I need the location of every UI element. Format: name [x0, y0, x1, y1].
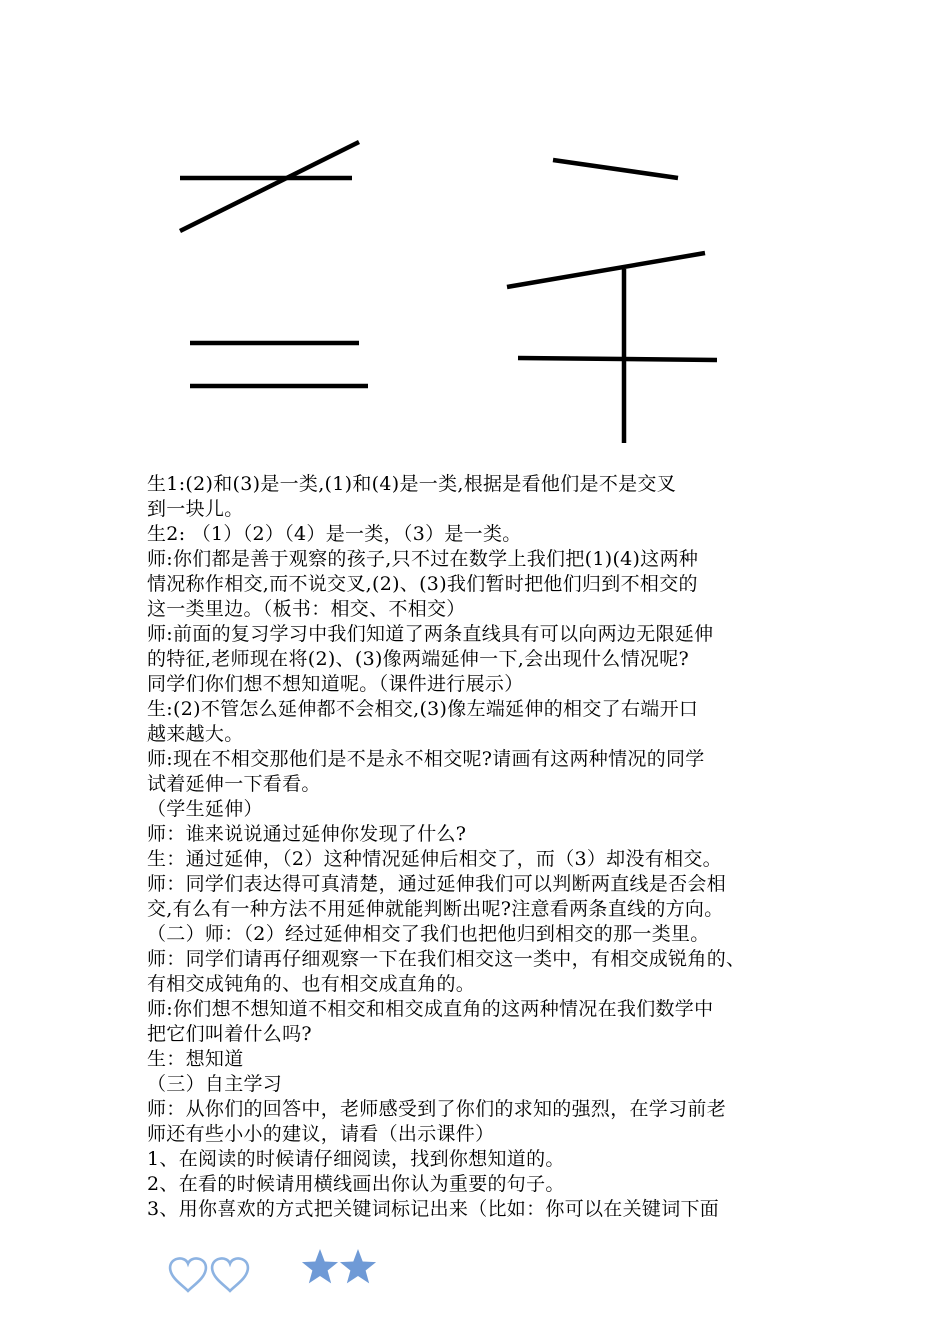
text-line: 有相交成钝角的、也有相交成直角的。	[147, 973, 476, 995]
pair-3-opening	[507, 160, 705, 287]
heart-outline-icon	[170, 1258, 206, 1290]
text-line: 越来越大。	[147, 723, 244, 745]
lines-figure	[0, 0, 950, 460]
text-line: 同学们你们想不想知道呢。（课件进行展示）	[147, 673, 524, 695]
text-line: 的特征,老师现在将(2)、(3)像两端延伸一下,会出现什么情况呢?	[147, 648, 689, 670]
text-line: 师：从你们的回答中，老师感受到了你们的求知的强烈，在学习前老	[147, 1098, 727, 1120]
text-line: 师：同学们请再仔细观察一下在我们相交这一类中，有相交成锐角的、	[147, 948, 746, 970]
text-line: 交,有么有一种方法不用延伸就能判断出呢?注意看两条直线的方向。	[147, 898, 724, 920]
text-line: 师:你们想不想知道不相交和相交成直角的这两种情况在我们数学中	[147, 998, 714, 1020]
pair-3-lower-line	[507, 253, 705, 287]
text-line: 把它们叫着什么吗?	[147, 1023, 312, 1045]
text-line: 师:现在不相交那他们是不是永不相交呢?请画有这两种情况的同学	[147, 748, 705, 770]
pair-3-upper-line	[553, 160, 678, 178]
footer-decoration	[168, 1248, 388, 1294]
text-line: 生:(2)不管怎么延伸都不会相交,(3)像左端延伸的相交了右端开口	[147, 698, 699, 720]
text-line: 情况称作相交,而不说交叉,(2)、(3)我们暂时把他们归到不相交的	[147, 573, 698, 595]
text-line: 生2: （1）（2）（4）是一类，（3）是一类。	[147, 523, 522, 545]
star-icon	[302, 1249, 338, 1283]
pair-2-parallel	[190, 343, 368, 386]
text-line: 生：想知道	[147, 1048, 244, 1070]
text-line: 3、用你喜欢的方式把关键词标记出来（比如：你可以在关键词下面	[147, 1198, 720, 1220]
text-line: （学生延伸）	[147, 798, 263, 820]
stars-group	[302, 1249, 376, 1283]
text-line: 生：通过延伸，（2）这种情况延伸后相交了，而（3）却没有相交。	[147, 848, 722, 870]
text-line: 师:前面的复习学习中我们知道了两条直线具有可以向两边无限延伸	[147, 623, 714, 645]
text-line: 2、在看的时候请用横线画出你认为重要的句子。	[147, 1173, 565, 1195]
pair-4-horizontal-line	[518, 358, 717, 360]
text-line: 1、在阅读的时候请仔细阅读，找到你想知道的。	[147, 1148, 565, 1170]
heart-outline-icon	[212, 1258, 248, 1290]
text-line: 这一类里边。（板书：相交、不相交）	[147, 598, 466, 620]
pair-1-slanted-line	[180, 142, 359, 231]
text-line: （三）自主学习	[147, 1073, 283, 1095]
text-line: 师:你们都是善于观察的孩子,只不过在数学上我们把(1)(4)这两种	[147, 548, 699, 570]
text-line: 生1:(2)和(3)是一类,(1)和(4)是一类,根据是看他们是不是交叉	[147, 473, 677, 495]
hearts-group	[170, 1258, 248, 1290]
pair-1-crossing	[180, 142, 359, 231]
text-line: 师：同学们表达得可真清楚，通过延伸我们可以判断两直线是否会相	[147, 873, 727, 895]
lesson-transcript	[147, 472, 827, 1222]
text-line: 师还有些小小的建议，请看（出示课件）	[147, 1123, 495, 1145]
text-line: 试着延伸一下看看。	[147, 773, 321, 795]
star-icon	[340, 1249, 376, 1283]
pair-4-perpendicular	[518, 269, 717, 443]
text-line: （二）师：（2）经过延伸相交了我们也把他归到相交的那一类里。	[147, 923, 710, 945]
text-line: 到一块儿。	[147, 498, 244, 520]
text-line: 师：谁来说说通过延伸你发现了什么?	[147, 823, 467, 845]
